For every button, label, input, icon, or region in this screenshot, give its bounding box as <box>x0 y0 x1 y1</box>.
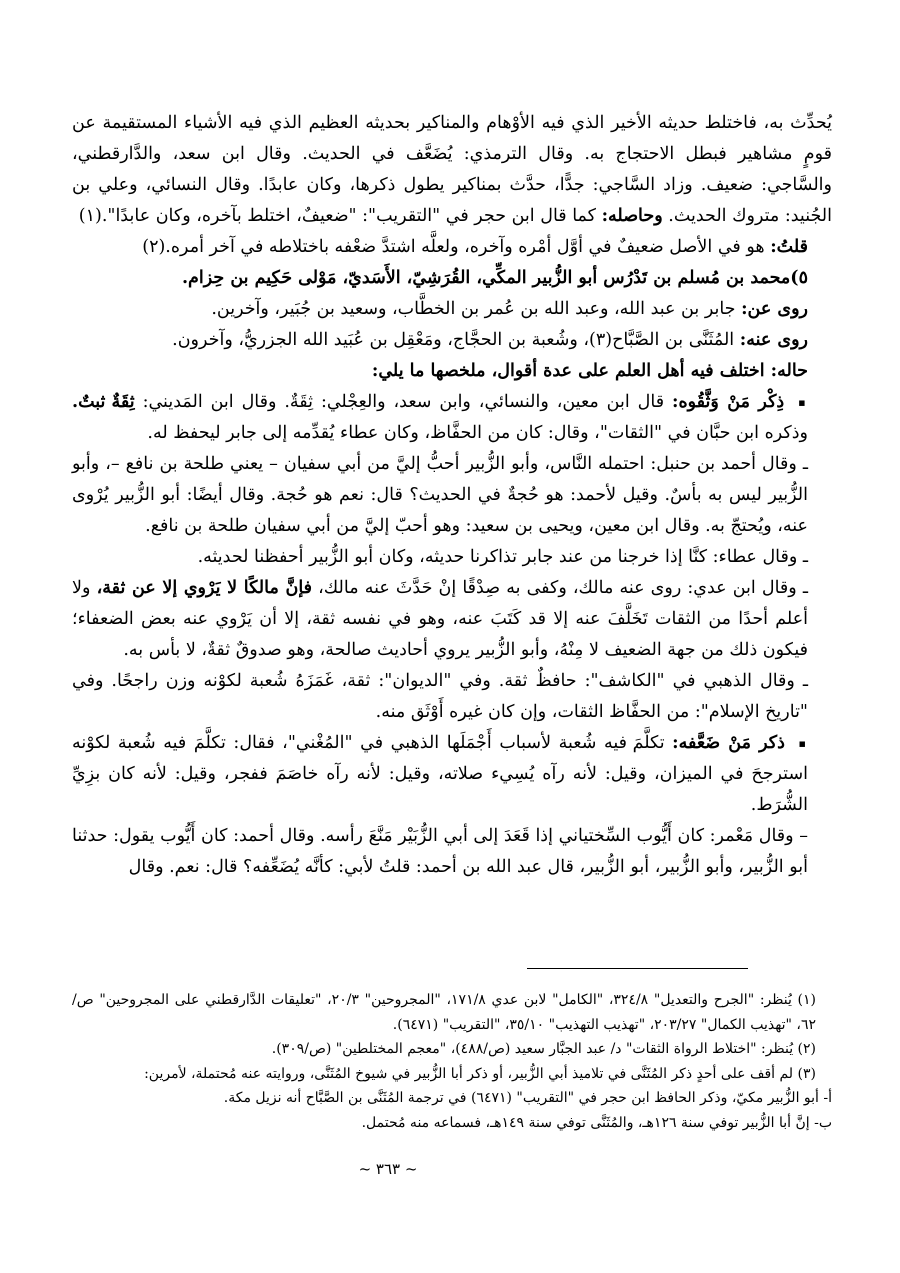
main-text <box>72 108 832 883</box>
bullet-icon: ▪ <box>798 737 808 750</box>
narrator-heading: ٥)محمد بن مُسلم بن تَدْرُس أبو الزُّبير المكِّي، القُرَشِيّ، الأَسَديّ، مَوْلى حَكِيم بن حِزام. <box>181 268 808 288</box>
bullet-icon: ▪ <box>798 396 808 409</box>
footnote-3-a: أ- أبو الزُّبير مكيّ، وذكر الحافظ ابن حجر في "التقريب" (٦٤٧١) في ترجمة المُثَنَّى بن الصَّبَّاح أنه نزيل مكة. <box>223 1090 832 1106</box>
paragraph-ata: ـ وقال عطاء: كنَّا إذا خرجنا من عند جابر تذاكرنا حديثه، وكان أبو الزُّبير أحفظنا لحديثه. <box>197 547 808 567</box>
page-number: ~ ٣٦٣ ~ <box>358 1160 418 1178</box>
paragraph-2: قلتُ: هو في الأصل ضعيفٌ في أوَّل أمْره وآخره، ولعلَّه اشتدَّ ضعْفه باختلاطه في آخر أمره.(٢) <box>142 237 808 257</box>
footnotes <box>72 988 832 1135</box>
paragraph-weakened: ▪ ذكر مَنْ ضَعَّفه: تكلَّمَ فيه شُعبة لأسباب أَجْمَلَها الذهبي في "المُغْني"، فقال: تكلَّمَ فيه شُعبة لكوْنه استرجحَ في الميزان، وقيل: لأنه رآه يُسِيء صلاته، وقيل: لأنه رآه خاصَمَ ففجر، وقيل: لأنه كان بزِيِّ الشُّرَط. <box>72 733 808 815</box>
footnote-2: (٢) يُنظر: "اختلاط الرواة الثقات" د/ عبد الجبَّار سعيد (ص/٤٨٨)، "معجم المختلطين" (ص/٣٠٩). <box>271 1041 816 1057</box>
paragraph-mamar: – وقال مَعْمر: كان أَيُّوب السِّختياني إذا قَعَدَ إلى أبي الزُّبَيْر مَنَّعَ رأسه. وقال أحمد: كان أَيُّوب يقول: حدثنا أبو الزُّبير، وأبو الزُّبير، أبو الزُّبير، قال عبد الله بن أحمد: قلتُ لأبي: كأنَّه يُضَعِّفه؟ قال: نعم. وقال <box>72 826 808 877</box>
footnote-1: (١) يُنظر: "الجرح والتعديل" ٣٢٤/٨، "الكامل" لابن عدي ١٧١/٨، "المجروحين" ٢٠/٣، "تعليقات الدَّارقطني على المجروحين" ص/٦٢، "تهذيب الكمال" ٢٠٣/٢٧، "تهذيب التهذيب" ٣٥/١٠، "التقريب" (٦٤٧١). <box>72 992 817 1033</box>
paragraph-dhahabi: ـ وقال الذهبي في "الكاشف": حافظٌ ثقة. وفي "الديوان": ثقة، غَمَزَهُ شُعبة لكوْنه وزن راجحًا. وفي "تاريخ الإسلام": من الحفَّاظ الثقات، وإن كان غيره أَوْثَق منه. <box>72 671 808 722</box>
footnote-3: (٣) لم أقف على أحدٍ ذكر المُثَنَّى في تلاميذ أبي الزُّبير، أو ذكر أبا الزُّبير في شيوخ المُثَنَّى، وروايته عنه مُحتملة، لأمرين: <box>144 1065 816 1082</box>
narrated-from: روى عن: جابر بن عبد الله، وعبد الله بن عُمر بن الخطَّاب، وسعيد بن جُبَير، وآخرين. <box>211 299 808 319</box>
footnote-separator <box>527 968 748 969</box>
paragraph-trusted: ▪ ذِكْر مَنْ وَثَّقُوه: قال ابن معين، والنسائي، وابن سعد، والعِجْلي: ثِقَةٌ. وقال ابن المَديني: ثِقَةٌ ثبتٌ. وذكره ابن حبَّان في "الثقات"، وقال: كان من الحفَّاظ، وكان عطاء يُقدِّمه إلى جابر ليحفظ له. <box>72 392 808 443</box>
footnote-3-b: ب- إنَّ أبا الزُّبير توفي سنة ١٢٦هـ، والمُثَنَّى توفي سنة ١٤٩هـ، فسماعه منه مُحتمل. <box>361 1114 832 1131</box>
status-heading: حاله: اختلف فيه أهل العلم على عدة أقوال، ملخصها ما يلي: <box>371 361 808 381</box>
narrated-by: روى عنه: المُثَنَّى بن الصَّبَّاح(٣)، وشُعبة بن الحجَّاج، ومَعْقِل بن عُبَيد الله الجزريُّ، وآخرون. <box>172 330 808 350</box>
paragraph-ibn-adi: ـ وقال ابن عدي: روى عنه مالك، وكفى به صِدْقًا إنْ حَدَّثَ عنه مالك، فإنَّ مالكًا لا يَرْوي إلا عن ثقة، ولا أعلم أحدًا من الثقات تَخَلَّفَ عنه إلا قد كَتَبَ عنه، وهو في نفسه ثقة، إلا أن يَرْوي عنه بعض الضعفاء؛ فيكون ذلك من جهة الضعيف لا مِنْهُ، وأبو الزُّبير يروي أحاديث صالحة، وهو صدوقٌ ثقةٌ، لا بأس به. <box>72 578 808 660</box>
paragraph-1: يُحدِّث به، فاختلط حديثه الأخير الذي فيه الأوْهام والمناكير بحديثه العظيم الذي فيه الأشياء المستقيمة عن قومٍ مشاهير فبطل الاحتجاج به. وقال الترمذي: يُضَعَّف في الحديث. وقال ابن سعد، والدَّارقطني، والسَّاجي: ضعيف. وزاد السَّاجي: جدًّا، حدَّث بمناكير يطول ذكرها، وكان عابدًا. وقال النسائي، وعلي بن الجُنيد: متروك الحديث. وحاصله: كما قال ابن حجر في "التقريب": "ضعيفٌ، اختلط بآخره، وكان عابدًا".(١) <box>72 113 832 226</box>
paragraph-ahmad: ـ وقال أحمد بن حنبل: احتمله النَّاس، وأبو الزُّبير أحبُّ إليَّ من أبي سفيان – يعني طلحة بن نافع –، وأبو الزُّبير ليس به بأسٌ. وقيل لأحمد: هو حُجةٌ في الحديث؟ قال: نعم هو حُجة. وقال أيضًا: أبو الزُّبير يُرْوى عنه، ويُحتجّ به. وقال ابن معين، ويحيى بن سعيد: وهو أحبّ إليَّ من أبي سفيان طلحة بن نافع. <box>72 454 808 536</box>
